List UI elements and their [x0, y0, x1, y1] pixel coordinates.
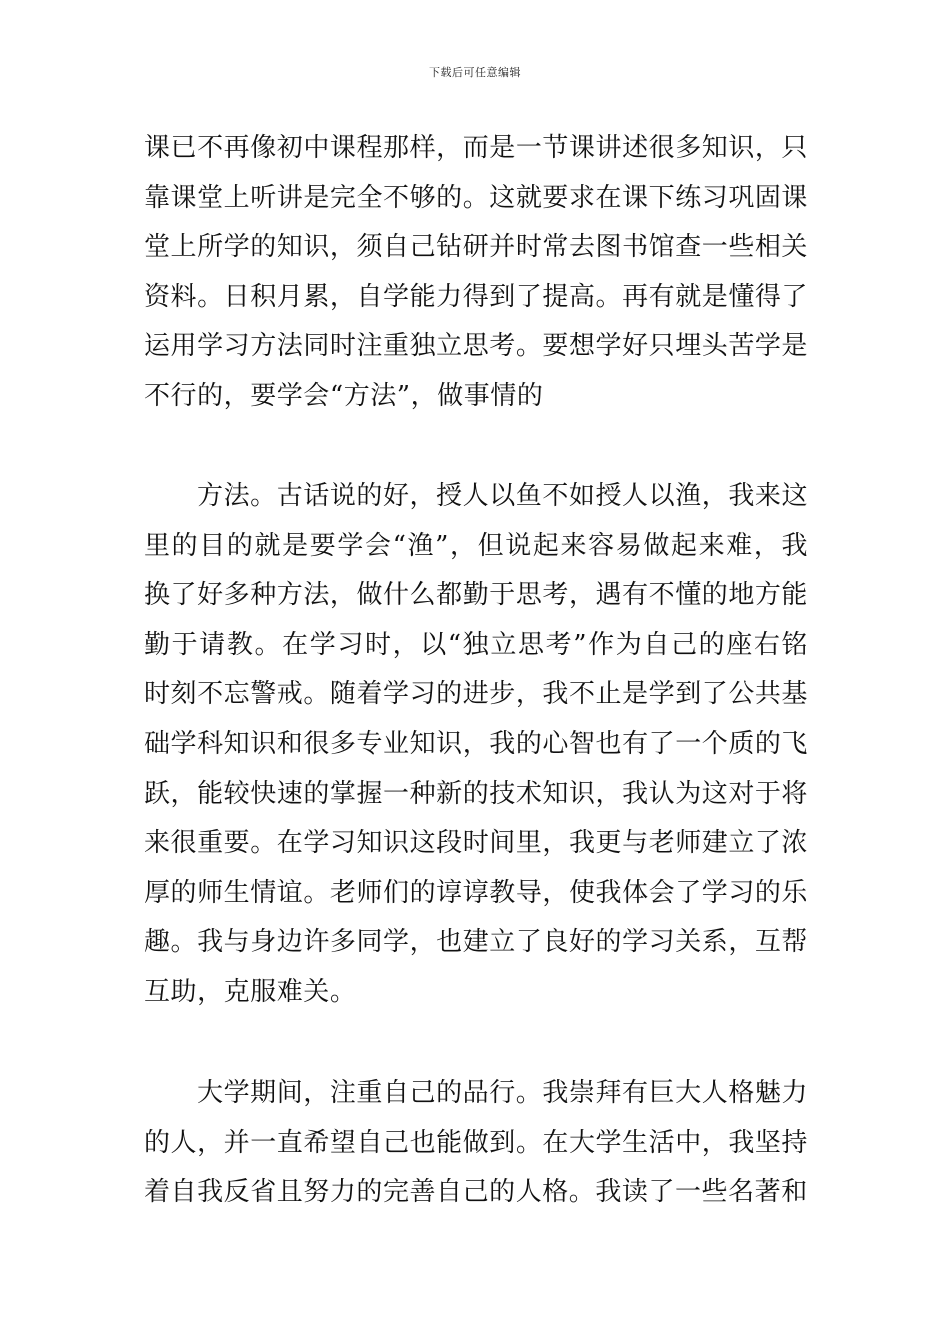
page-header: 下载后可任意编辑 — [429, 66, 521, 79]
paragraph-2: 方法。古话说的好，授人以鱼不如授人以渔，我来这里的目的就是要学会“渔”，但说起来容易做起来难，我换了好多种方法，做什么都勤于思考，遇有不懂的地方能勤于请教。在学习时，以“独立思考”作为自己的座右铭时刻不忘警戒。随着学习的进步，我不止是学到了公共基础学科知识和很多专业知识，我的心智也有了一个质的飞跃，能较快速的掌握一种新的技术知识，我认为这对于将来很重要。在学习知识这段时间里，我更与老师建立了浓厚的师生情谊。老师们的谆谆教导，使我体会了学习的乐趣。我与身边许多同学，也建立了良好的学习关系，互帮互助，克服难关。 — [144, 481, 808, 1007]
paragraph-3: 大学期间，注重自己的品行。我崇拜有巨大人格魅力的人，并一直希望自己也能做到。在大学生活中，我坚持着自我反省且努力的完善自己的人格。我读了一些名著和 — [144, 1078, 808, 1208]
paragraph-1: 课已不再像初中课程那样，而是一节课讲述很多知识，只靠课堂上听讲是完全不够的。这就要求在课下练习巩固课堂上所学的知识，须自己钻研并时常去图书馆查一些相关资料。日积月累，自学能力得到了提高。再有就是懂得了运用学习方法同时注重独立思考。要想学好只埋头苦学是不行的，要学会“方法”，做事情的 — [144, 133, 808, 411]
